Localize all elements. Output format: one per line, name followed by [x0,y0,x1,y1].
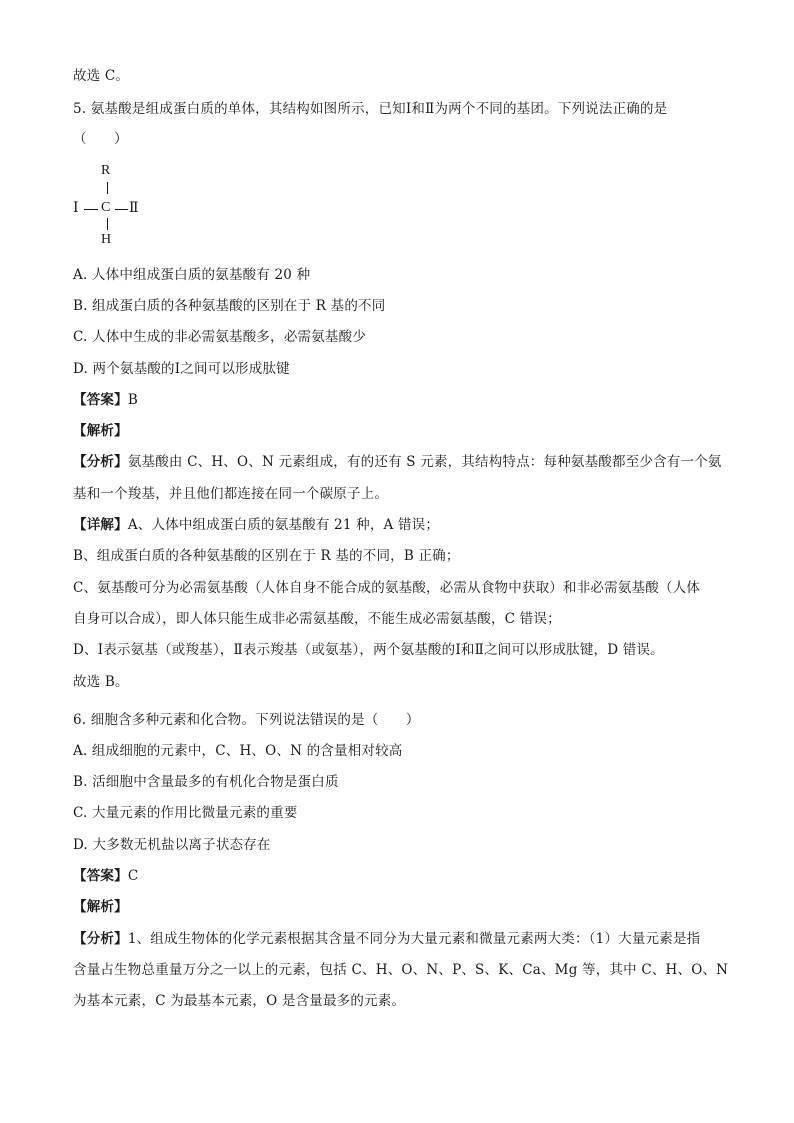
structure-r-group: R [101,163,111,178]
q6-option-c: C. 大量元素的作用比微量元素的重要 [73,805,298,821]
structure-bond-top [107,182,108,194]
q6-option-a: A. 组成细胞的元素中，C、H、O、N 的含量相对较高 [73,743,403,759]
q6-analysis-tag: 【解析】 [73,899,128,915]
fenxi-line-2: 基和一个羧基，并且他们都连接在同一个碳原子上。 [73,486,389,502]
fenxi-tag: 【分析】 [73,454,128,470]
answer-line [73,390,733,410]
xiangjie-line-4: 自身可以合成），即人体只能生成非必需氨基酸，不能生成必需氨基酸，C 错误； [73,611,561,627]
option-b: B. 组成蛋白质的各种氨基酸的区别在于 R 基的不同 [73,298,386,314]
analysis-tag: 【解析】 [73,423,128,439]
q6-fenxi-text: 1、组成生物体的化学元素根据其含量不同分为大量元素和微量元素两大类：（1）大量元素是指 [127,931,701,947]
option-d: D. 两个氨基酸的Ⅰ之间可以形成肽键 [73,361,290,377]
xiangjie-line-1 [73,515,733,535]
fenxi-text: 氨基酸由 C、H、O、N 元素组成，有的还有 S 元素，其结构特点：每种氨基酸都至少含有一个氨 [127,454,722,470]
q6-answer-line [73,866,733,886]
q6-answer-value: C [127,868,139,884]
amino-acid-structure-diagram [70,163,150,247]
structure-bond-right [115,209,128,210]
question-6-stem: 6. 细胞含多种元素和化合物。下列说法错误的是（ ） [73,712,420,728]
structure-bond-bottom [107,218,108,230]
option-a: A. 人体中组成蛋白质的氨基酸有 20 种 [73,267,311,283]
fenxi-line-1 [73,452,733,472]
answer-tag: 【答案】 [73,392,128,408]
xiangjie-text: A、人体中组成蛋白质的氨基酸有 21 种，A 错误； [127,517,440,533]
structure-carbon: C [101,200,111,215]
xiangjie-line-2: B、组成蛋白质的各种氨基酸的区别在于 R 基的不同，B 正确； [73,548,460,564]
q6-analysis-heading [73,897,733,917]
xiangjie-line-3: C、氨基酸可分为必需氨基酸（人体自身不能合成的氨基酸，必需从食物中获取）和非必需氨基酸（人体 [73,580,701,596]
conclusion-line: 故选 B。 [73,674,129,690]
option-c: C. 人体中生成的非必需氨基酸多，必需氨基酸少 [73,329,367,345]
analysis-heading [73,421,733,441]
q6-fenxi-line-3: 为基本元素，C 为最基本元素，O 是含量最多的元素。 [73,993,406,1009]
question-5-stem: 5. 氨基酸是组成蛋白质的单体，其结构如图所示，已知Ⅰ和Ⅱ为两个不同的基团。下列说法正确的是 [73,101,668,117]
xiangjie-line-5: D、Ⅰ表示氨基（或羧基），Ⅱ表示羧基（或氨基），两个氨基酸的Ⅰ和Ⅱ之间可以形成肽键，D 错误。 [73,642,664,658]
q6-fenxi-tag: 【分析】 [73,931,128,947]
structure-group-2: Ⅱ [129,201,139,216]
q6-fenxi-line-1 [73,929,733,949]
q6-fenxi-line-2: 含量占生物总重量万分之一以上的元素，包括 C、H、O、N、P、S、K、Ca、Mg 等，其中 C、H、O、N [73,962,729,978]
answer-value: B [127,392,138,408]
question-5-bracket: （ ） [73,131,128,147]
xiangjie-tag: 【详解】 [73,517,128,533]
structure-bond-left [84,209,98,210]
structure-group-1: Ⅰ [73,201,79,216]
q6-answer-tag: 【答案】 [73,868,128,884]
structure-hydrogen: H [101,232,112,247]
q6-option-d: D. 大多数无机盐以离子状态存在 [73,837,271,853]
text-line: 故选 C。 [73,68,130,84]
q6-option-b: B. 活细胞中含量最多的有机化合物是蛋白质 [73,774,339,790]
